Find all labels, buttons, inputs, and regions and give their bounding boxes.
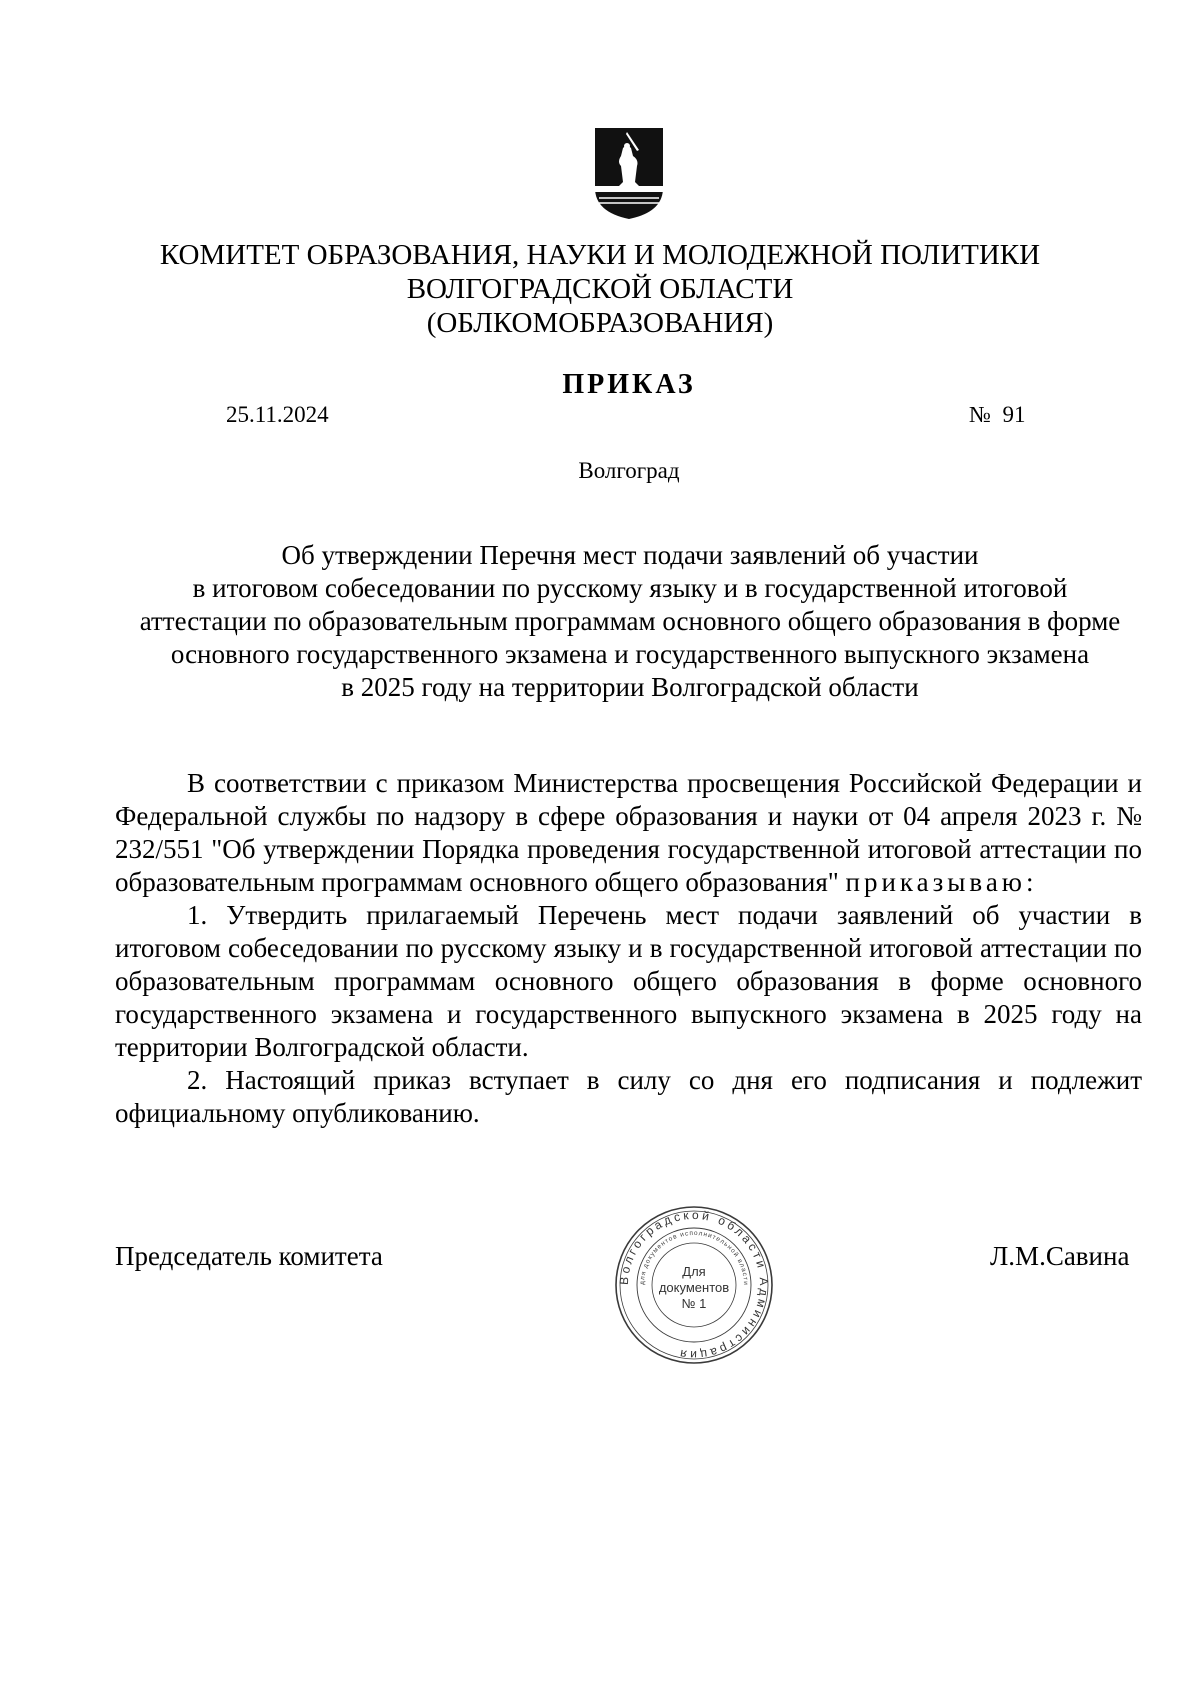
item-paragraph-2: 2. Настоящий приказ вступает в силу со дня его подписания и подлежит официальному опубликованию. — [115, 1065, 1142, 1128]
seal-outer-text: Волгоградской области Администрация — [616, 1207, 772, 1363]
subject-line: Об утверждении Перечня мест подачи заявлений об участии — [281, 540, 979, 570]
document-type: ПРИКАЗ — [562, 369, 696, 400]
preamble-command: приказываю: — [845, 867, 1038, 897]
seal-center-line-1: Для — [682, 1264, 706, 1279]
subject-line: аттестации по образовательным программам основного общего образования в форме — [139, 606, 1121, 636]
official-seal — [612, 1203, 776, 1367]
item-paragraph-1: 1. Утвердить прилагаемый Перечень мест подачи заявлений об участии в итоговом собеседовании по русскому языку и в государственной итоговой аттестации по образовательным программам основного общего образования в форме основного государственного экзамена и государственного выпускного экзамена в 2025 году на территории Волгоградской области. — [115, 900, 1142, 1062]
organization-line-1: КОМИТЕТ ОБРАЗОВАНИЯ, НАУКИ И МОЛОДЕЖНОЙ ПОЛИТИКИ — [159, 239, 1041, 271]
document-subject — [110, 539, 1150, 704]
signature-role: Председатель комитета — [115, 1241, 383, 1271]
volgograd-coat-of-arms-icon — [593, 126, 665, 221]
subject-line: в итоговом собеседовании по русскому языку и в государственной итоговой — [192, 573, 1068, 603]
subject-line: основного государственного экзамена и государственного выпускного экзамена — [170, 639, 1090, 669]
document-date: 25.11.2024 — [226, 402, 329, 427]
preamble-paragraph — [115, 767, 1142, 899]
document-body — [115, 767, 1142, 1130]
seal-center-line-3: № 1 — [681, 1296, 707, 1311]
organization-line-3: (ОБЛКОМОБРАЗОВАНИЯ) — [426, 307, 774, 339]
document-number: № 91 — [969, 402, 1026, 427]
organization-header — [100, 238, 1100, 340]
document-city: Волгоград — [578, 458, 680, 483]
organization-line-2: ВОЛГОГРАДСКОЙ ОБЛАСТИ — [406, 273, 794, 305]
seal-inner-text: для документов исполнительной власти — [638, 1229, 750, 1286]
preamble-text: В соответствии с приказом Министерства просвещения Российской Федерации и Федеральной службы по надзору в сфере образования и науки от 04 апреля 2023 г. № 232/551 "Об утверждении Порядка проведения государственной итоговой аттестации по образовательным программам основного общего образования" — [115, 768, 1142, 897]
signature-name: Л.М.Савина — [990, 1241, 1130, 1271]
subject-line: в 2025 году на территории Волгоградской области — [341, 672, 919, 702]
seal-center-line-2: документов — [658, 1280, 730, 1295]
